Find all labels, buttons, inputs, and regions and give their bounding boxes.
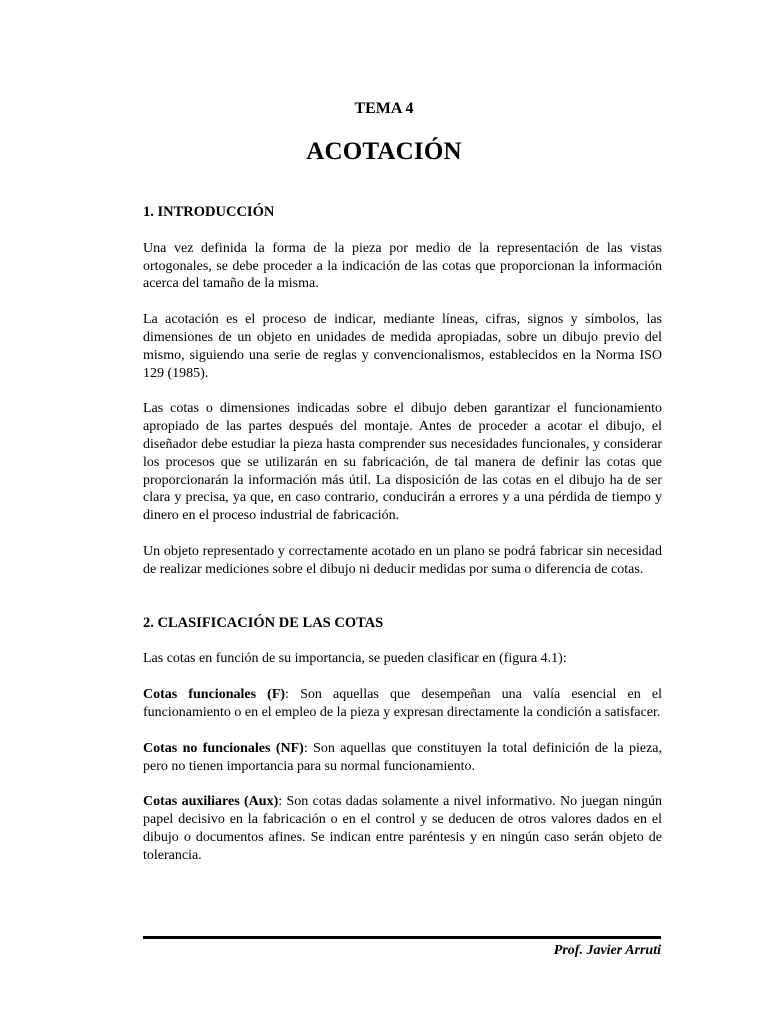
paragraph: Una vez definida la forma de la pieza por medio de la representación de las vistas ortogonales, se debe proceder a la indicación de las cotas que proporcionan la información acerca del tamaño de la misma.	[143, 240, 662, 292]
section-heading-clasificacion: 2. CLASIFICACIÓN DE LAS COTAS	[143, 614, 384, 631]
footer-rule	[143, 936, 661, 939]
definition-item	[143, 740, 662, 776]
paragraph: Las cotas o dimensiones indicadas sobre el dibujo deben garantizar el funcionamiento apropiado de las partes después del montaje. Antes de proceder a acotar el dibujo, el diseñador debe estudiar la pieza hasta comprender sus necesidades funcionales, y considerar los procesos que se utilizarán en su fabricación, de tal manera de definir las cotas que proporcionarán la información más útil. La disposición de las cotas en el dibujo ha de ser clara y precisa, ya que, en caso contrario, conducirán a errores y a una pérdida de tiempo y dinero en el proceso industrial de fabricación.	[143, 401, 662, 524]
definition-item	[143, 793, 662, 864]
definition-term: Cotas funcionales (F)	[143, 687, 286, 703]
document-body	[143, 204, 662, 865]
definition-text: : Son aquellas que desempeñan una valía esencial en el funcionamiento o en el empleo de la pieza y expresan directamente la condición a satisfacer.	[143, 687, 662, 720]
definition-item	[143, 686, 662, 722]
definition-term: Cotas auxiliares (Aux)	[143, 794, 279, 810]
definition-term: Cotas no funcionales (NF)	[143, 740, 304, 756]
definition-text: : Son cotas dadas solamente a nivel informativo. No juegan ningún papel decisivo en la fabricación o en el control y se deducen de otros valores dados en el dibujo o documentos afines. Se indican entre paréntesis y en ningún caso serán objeto de tolerancia.	[143, 794, 662, 863]
section-heading-introduccion: 1. INTRODUCCIÓN	[143, 204, 275, 220]
page-title: ACOTACIÓN	[306, 138, 462, 165]
footer-author: Prof. Javier Arruti	[553, 943, 661, 958]
definition-text: : Son aquellas que constituyen la total definición de la pieza, pero no tienen importancia para su normal funcionamiento.	[143, 740, 662, 774]
paragraph: La acotación es el proceso de indicar, mediante líneas, cifras, signos y símbolos, las dimensiones de un objeto en unidades de medida apropiadas, sobre un dibujo previo del mismo, siguiendo una serie de reglas y convencionalismos, establecidos en la Norma ISO 129 (1985).	[143, 312, 662, 381]
paragraph: Un objeto representado y correctamente acotado en un plano se podrá fabricar sin necesidad de realizar mediciones sobre el dibujo ni deducir medidas por suma o diferencia de cotas.	[143, 543, 662, 577]
chapter-label: TEMA 4	[354, 100, 414, 117]
paragraph: Las cotas en función de su importancia, se pueden clasificar en (figura 4.1):	[143, 651, 567, 667]
